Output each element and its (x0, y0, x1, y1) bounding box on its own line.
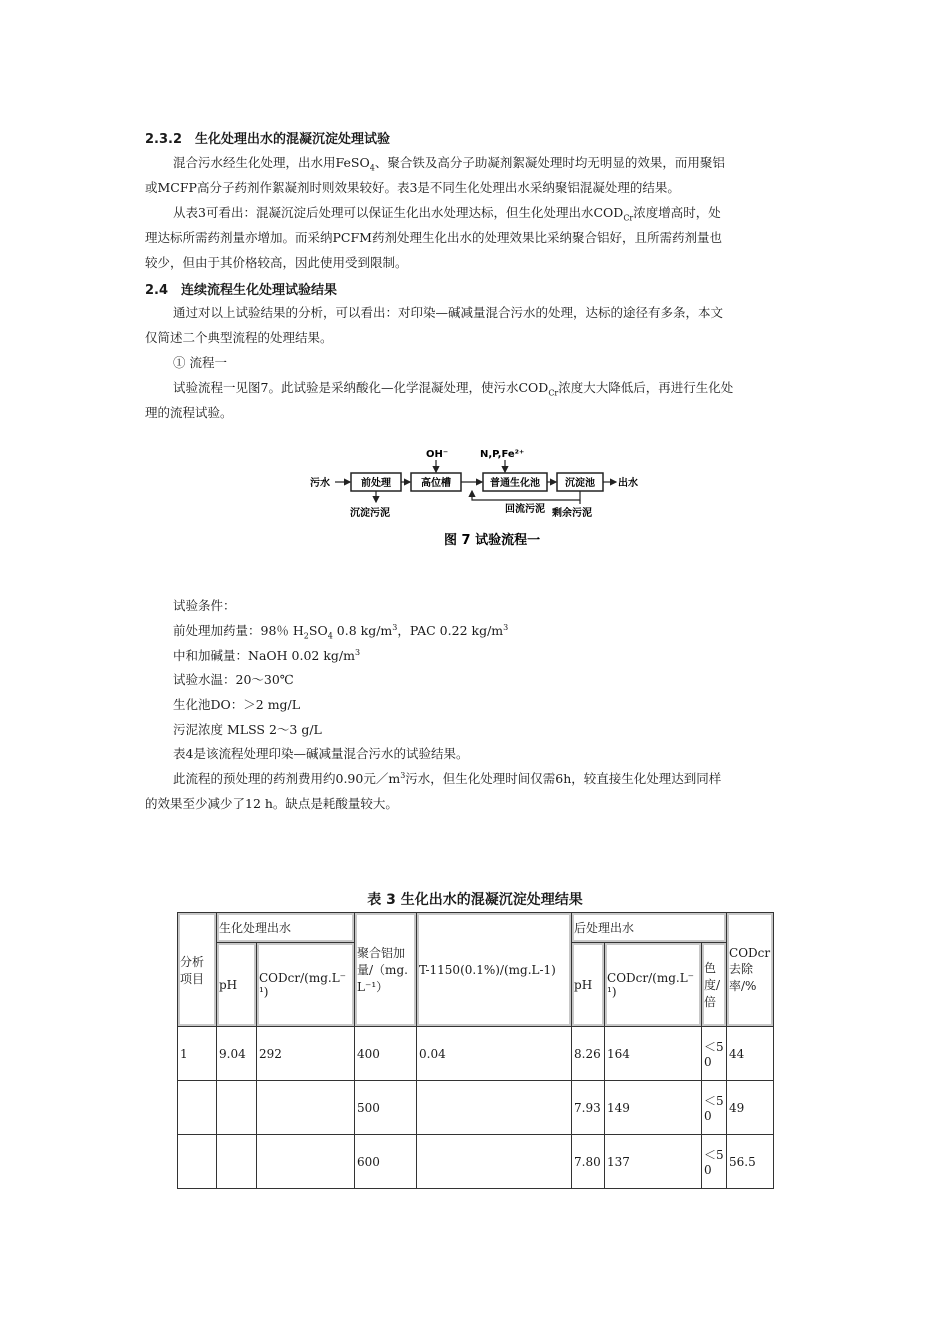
paragraph-line: 较少，但由于其价格较高，因此使用受到限制。 (145, 255, 408, 270)
header-post-effluent: 后处理出水 (572, 913, 727, 943)
box-head-tank-label: 高位槽 (421, 478, 451, 489)
paragraph-line: 或MCFP高分子药剂作絮凝剂时则效果较好。表3是不同生化处理出水采纳聚铝混凝处理的结果。 (145, 180, 680, 195)
cell-color: ＜50 (702, 1027, 727, 1081)
conditions-title: 试验条件： (173, 598, 236, 613)
header-bio-effluent: 生化处理出水 (217, 913, 355, 943)
cell-removal: 49 (727, 1081, 774, 1135)
header-removal: CODcr去除率/% (727, 913, 774, 1027)
cell-ph2: 8.26 (572, 1027, 605, 1081)
paragraph-line: 表4是该流程处理印染—碱减量混合污水的试验结果。 (173, 746, 469, 761)
cell-pac: 500 (355, 1081, 417, 1135)
table-row (178, 1135, 774, 1189)
cell-item (178, 1135, 217, 1189)
box-bio-tank-label: 普通生化池 (490, 478, 540, 489)
condition-mlss: 污泥浓度 MLSS 2～3 g/L (173, 722, 322, 737)
cell-t1150: 0.04 (417, 1027, 572, 1081)
header-pac-dose: 聚合铝加量/（mg.L⁻¹） (355, 913, 417, 1027)
table-3 (177, 912, 774, 1189)
header-item: 分析项目 (178, 913, 217, 1027)
cell-color: ＜50 (702, 1135, 727, 1189)
cell-cod1: 292 (257, 1027, 355, 1081)
box-settling-tank-label: 沉淀池 (565, 478, 595, 489)
header-cod: CODcr/(mg.L⁻¹) (257, 943, 355, 1027)
cell-cod1 (257, 1081, 355, 1135)
cell-ph1 (217, 1135, 257, 1189)
section-heading-2-3-2: 2.3.2 生化处理出水的混凝沉淀处理试验 (145, 132, 391, 147)
cell-removal: 56.5 (727, 1135, 774, 1189)
paragraph-line: 混合污水经生化处理，出水用FeSO$_4$、聚合铁及高分子助凝剂絮凝处理时均无明显的效果，而用聚铝 (173, 155, 725, 173)
cell-item: 1 (178, 1027, 217, 1081)
box-pretreatment-label: 前处理 (361, 478, 391, 489)
section-heading-2-4: 2.4 连续流程生化处理试验结果 (145, 283, 338, 298)
cell-ph2: 7.80 (572, 1135, 605, 1189)
header-cod: CODcr/(mg.L⁻¹) (605, 943, 702, 1027)
flow-diagram-figure-7 (300, 440, 660, 550)
nutrient-label: N,P,Fe²⁺ (480, 449, 525, 460)
cell-removal: 44 (727, 1027, 774, 1081)
outlet-label: 出水 (618, 478, 638, 489)
paragraph-line: 从表3可看出：混凝沉淀后处理可以保证生化出水处理达标，但生化处理出水$COD_{Cr}$浓度增高时，处 (173, 205, 721, 223)
cell-cod2: 137 (605, 1135, 702, 1189)
table-row (178, 1027, 774, 1081)
paragraph-line: 仅简述二个典型流程的处理结果。 (145, 330, 333, 345)
list-item: ① 流程一 (173, 355, 227, 370)
return-sludge-label: 回流污泥 (505, 504, 545, 515)
paragraph-line: 理达标所需药剂量亦增加。而采纳PCFM药剂处理生化出水的处理效果比采纳聚合铝好，且所需药剂量也 (145, 230, 722, 245)
paragraph-line: 的效果至少减少了12 h。缺点是耗酸量较大。 (145, 796, 398, 811)
cell-cod2: 164 (605, 1027, 702, 1081)
sludge-label: 沉淀污泥 (350, 508, 390, 519)
excess-sludge-label: 剩余污泥 (552, 508, 592, 519)
cell-pac: 600 (355, 1135, 417, 1189)
header-ph: pH (572, 943, 605, 1027)
paragraph-line: 理的流程试验。 (145, 405, 233, 420)
header-color: 色度/倍 (702, 943, 727, 1027)
inlet-label: 污水 (310, 478, 330, 489)
condition-temp: 试验水温：20～30℃ (173, 672, 294, 687)
cell-ph1 (217, 1081, 257, 1135)
table-row (178, 1081, 774, 1135)
cell-ph2: 7.93 (572, 1081, 605, 1135)
cell-t1150 (417, 1081, 572, 1135)
header-t1150: T-1150(0.1%)/(mg.L-1) (417, 913, 572, 1027)
cell-pac: 400 (355, 1027, 417, 1081)
cell-cod1 (257, 1135, 355, 1189)
figure-caption: 图 7 试验流程一 (444, 533, 541, 548)
paragraph-line: 通过对以上试验结果的分析，可以看出：对印染—碱减量混合污水的处理，达标的途径有多条，本文 (173, 305, 724, 320)
condition-dosage: 前处理加药量：98％ $H_2SO_4$ 0.8 $kg/m^3$，PAC 0.22 $kg/m^3$ (173, 622, 509, 641)
cell-item (178, 1081, 217, 1135)
table-3-caption: 表 3 生化出水的混凝沉淀处理结果 (367, 892, 583, 908)
cell-ph1: 9.04 (217, 1027, 257, 1081)
condition-do: 生化池DO：＞2 mg/L (173, 697, 301, 712)
condition-alkali: 中和加碱量：NaOH 0.02 $kg/m^3$ (173, 647, 361, 663)
header-ph: pH (217, 943, 257, 1027)
oh-label: OH⁻ (426, 449, 449, 460)
cell-color: ＜50 (702, 1081, 727, 1135)
paragraph-line: 此流程的预处理的药剂费用约0.90元$/m^3$污水，但生化处理时间仅需6h，较直接生化处理达到同样 (173, 770, 722, 786)
paragraph-line: 试验流程一见图7。此试验是采纳酸化—化学混凝处理，使污水$COD_{Cr}$浓度大大降低后，再进行生化处 (173, 380, 734, 398)
cell-cod2: 149 (605, 1081, 702, 1135)
cell-t1150 (417, 1135, 572, 1189)
